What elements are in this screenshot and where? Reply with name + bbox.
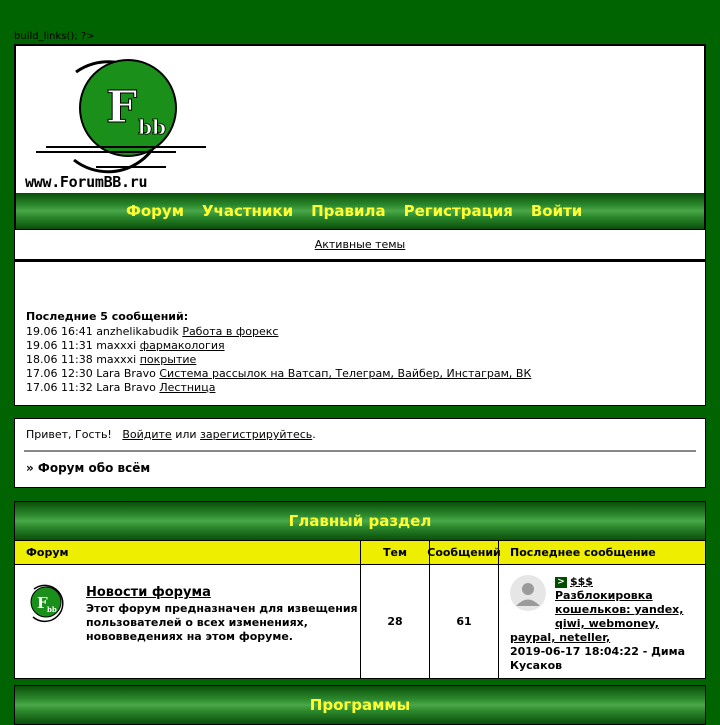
- last-post-row: [26, 339, 694, 353]
- svg-text:F: F: [106, 82, 138, 133]
- table-header: [15, 541, 705, 565]
- last-post-cell: [499, 565, 705, 678]
- section-header-main: Главный раздел: [14, 501, 706, 541]
- post-time: 19.06 11:31: [26, 339, 93, 352]
- svg-text:bb: bb: [138, 115, 166, 139]
- divider: [24, 450, 696, 452]
- post-topic-link[interactable]: покрытие: [139, 353, 197, 366]
- nav-members[interactable]: Участники: [201, 202, 294, 220]
- active-topics-bar: [14, 230, 706, 260]
- forum-title-link[interactable]: Новости форума: [86, 585, 211, 600]
- user-avatar-icon: [510, 575, 546, 611]
- last-post-tail: [510, 631, 685, 672]
- site-header: [14, 44, 706, 230]
- last-topic-link-1[interactable]: $$$: [570, 575, 593, 588]
- last-post-row: [26, 353, 694, 367]
- breadcrumb[interactable]: » Форум обо всём: [26, 461, 151, 475]
- site-url-text: www.ForumBB.ru: [25, 173, 148, 191]
- last-post-date: 2019-06-17 18:04:22 - Дима Кусаков: [510, 645, 686, 672]
- last-posts-title: Последние 5 сообщений:: [26, 310, 189, 323]
- forumbb-logo-icon: [26, 52, 226, 192]
- post-topic-link[interactable]: Лестница: [159, 381, 216, 394]
- post-topic-link[interactable]: фармакология: [139, 339, 225, 352]
- forum-cell: [15, 565, 361, 678]
- post-author: Lara Bravo: [96, 381, 156, 394]
- nav-forum[interactable]: Форум: [126, 202, 184, 220]
- last-post-row: [26, 325, 694, 339]
- svg-text:bb: bb: [47, 605, 57, 614]
- forum-logo-icon: [26, 583, 66, 623]
- greeting-panel: [14, 418, 706, 488]
- forum-description: Этот форум предназначен для извещения пользователей о всех изменениях, нововведениях на этом форуме.: [86, 602, 358, 643]
- post-time: 19.06 16:41: [26, 325, 93, 338]
- last-post-row: [26, 367, 694, 381]
- nav-register[interactable]: Регистрация: [403, 202, 513, 220]
- col-topics: Тем: [361, 541, 430, 564]
- last-topic-link-3[interactable]: кошельков: yandex,: [555, 603, 684, 616]
- forum-table: [14, 541, 706, 679]
- active-topics-link[interactable]: Активные темы: [314, 238, 406, 251]
- post-author: anzhelikabudik: [96, 325, 179, 338]
- greeting-line: [26, 428, 694, 441]
- php-artifact-text: build_links(); ?>: [14, 31, 95, 42]
- post-time: 17.06 12:30: [26, 367, 93, 380]
- post-author: maxxxi: [96, 353, 137, 366]
- topics-count: 28: [361, 565, 430, 678]
- svg-text:F: F: [37, 594, 48, 612]
- table-row: [15, 565, 705, 678]
- post-time: 18.06 11:38: [26, 353, 93, 366]
- greeting-dot: .: [312, 428, 316, 441]
- posts-count: 61: [430, 565, 499, 678]
- register-link[interactable]: зарегистрируйтесь: [200, 428, 313, 441]
- nav-login[interactable]: Войти: [530, 202, 583, 220]
- goto-arrow-icon[interactable]: >: [555, 577, 567, 588]
- post-author: maxxxi: [96, 339, 137, 352]
- col-posts: Сообщений: [430, 541, 499, 564]
- col-forum: Форум: [15, 541, 361, 564]
- greeting-or: или: [175, 428, 197, 441]
- last-post-row: [26, 381, 694, 395]
- post-author: Lara Bravo: [96, 367, 156, 380]
- last-topic-link-4[interactable]: qiwi, webmoney,: [555, 617, 659, 630]
- col-last-post: Последнее сообщение: [510, 546, 656, 559]
- last-topic-link-5[interactable]: paypal, neteller,: [510, 631, 611, 644]
- last-topic-link-2[interactable]: Разблокировка: [555, 589, 653, 602]
- section-header-programs: Программы: [14, 685, 706, 725]
- nav-rules[interactable]: Правила: [311, 202, 386, 220]
- post-topic-link[interactable]: Работа в форекс: [182, 325, 279, 338]
- login-link[interactable]: Войдите: [122, 428, 172, 441]
- post-topic-link[interactable]: Система рассылок на Ватсап, Телеграм, Вайбер, Инстаграм, ВК: [159, 367, 532, 380]
- post-time: 17.06 11:32: [26, 381, 93, 394]
- greeting-hello: Привет, Гость!: [26, 428, 112, 441]
- last-posts-panel: [14, 260, 706, 406]
- main-navbar: [16, 193, 704, 229]
